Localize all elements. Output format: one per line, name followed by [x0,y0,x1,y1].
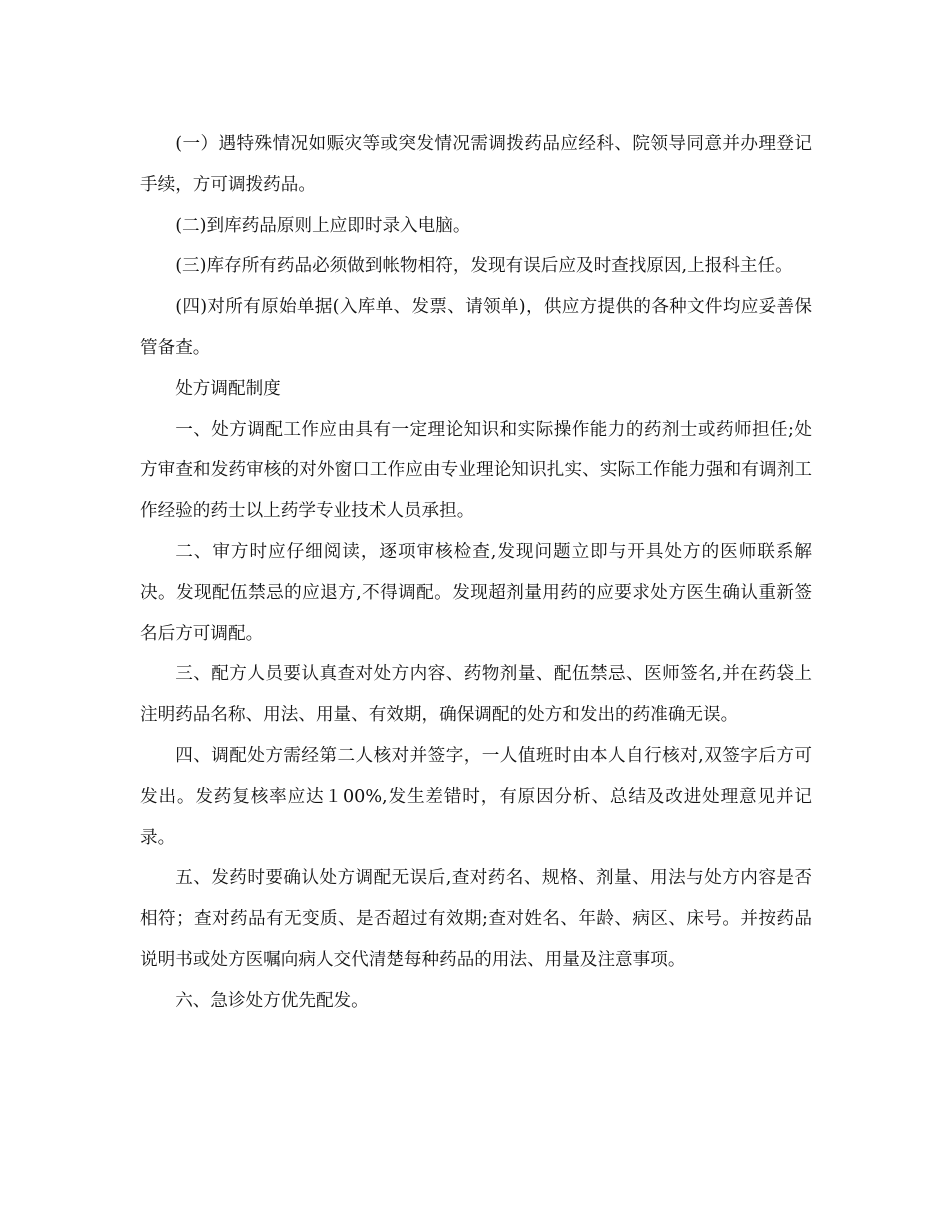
section-heading-prescription-dispensing: 处方调配制度 [175,378,281,399]
paragraph-rule-6: 六、急诊处方优先配发。 [175,990,369,1011]
paragraph-document-keeping: (四)对所有原始单据(入库单、发票、请领单)，供应方提供的各种文件均应妥善保管备查。 [140,297,812,358]
paragraph-rule-4: 四、调配处方需经第二人核对并签字，一人值班时由本人自行核对,双签字后方可发出。发药复核率应达１00%,发生差错时，有原因分析、总结及改进处理意见并记录。 [140,745,812,848]
paragraph-computer-entry: (二)到库药品原则上应即时录入电脑。 [175,215,471,236]
paragraph-rule-3: 三、配方人员要认真查对处方内容、药物剂量、配伍禁忌、医师签名,并在药袋上注明药品名称、用法、用量、有效期，确保调配的处方和发出的药准确无误。 [140,664,812,726]
document-body [140,124,812,1022]
paragraph-rule-1: 一、处方调配工作应由具有一定理论知识和实际操作能力的药剂士或药师担任;处方审查和发药审核的对外窗口工作应由专业理论知识扎实、实际工作能力强和有调剂工作经验的药士以上药学专业技术人员承担。 [140,419,812,522]
paragraph-inventory-match: (三)库存所有药品必须做到帐物相符，发现有误后应及时查找原因,上报科主任。 [175,256,793,277]
paragraph-special-allocation: (一）遇特殊情况如赈灾等或突发情况需调拨药品应经科、院领导同意并办理登记手续，方可调拨药品。 [140,134,812,195]
paragraph-rule-5: 五、发药时要确认处方调配无误后,查对药名、规格、剂量、用法与处方内容是否相符；查对药品有无变质、是否超过有效期;查对姓名、年龄、病区、床号。并按药品说明书或处方医嘱向病人交代清楚每种药品的用法、用量及注意事项。 [140,868,812,970]
paragraph-rule-2: 二、审方时应仔细阅读，逐项审核检查,发现问题立即与开具处方的医师联系解决。发现配伍禁忌的应退方,不得调配。发现超剂量用药的应要求处方医生确认重新签名后方可调配。 [140,541,812,644]
